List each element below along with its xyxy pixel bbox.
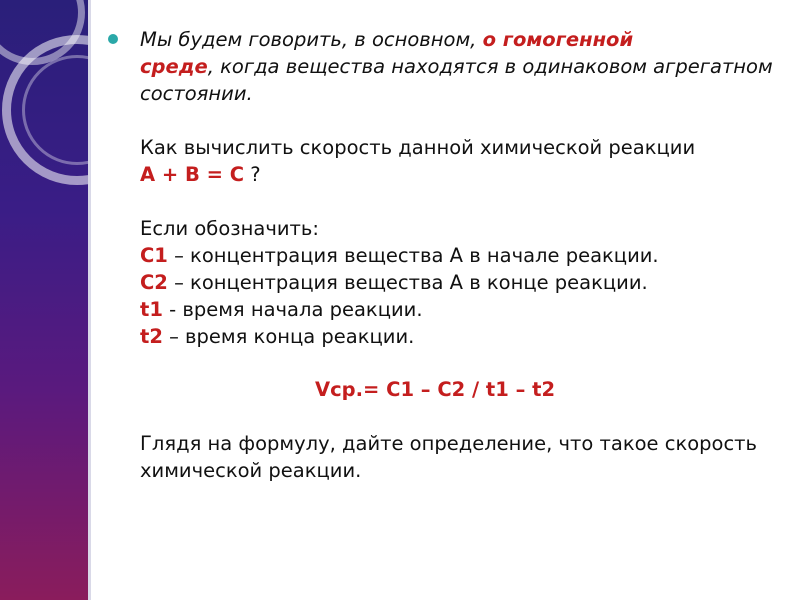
intro-highlight-2: среде <box>140 55 208 78</box>
question-text: Как вычислить скорость данной химической реакции <box>140 136 696 159</box>
decorative-side-band <box>0 0 88 600</box>
intro-text: Мы будем говорить, в основном, <box>140 28 483 51</box>
definition-text: – время конца реакции. <box>162 325 415 348</box>
definition-symbol: t1 <box>140 298 163 321</box>
intro-paragraph <box>140 26 788 107</box>
rate-formula: Vср.= C1 – C2 / t1 – t2 <box>315 378 556 401</box>
question-mark: ? <box>244 163 261 186</box>
slide-content <box>108 26 788 484</box>
definition-symbol: C1 <box>140 244 168 267</box>
definition-symbol: t2 <box>140 325 163 348</box>
definitions-lead: Если обозначить: <box>140 217 319 240</box>
intro-highlight: о гомогенной <box>482 28 634 51</box>
definition-text: – концентрация вещества А в конце реакции. <box>167 271 648 294</box>
closing-paragraph: Глядя на формулу, дайте определение, что такое скорость химической реакции. <box>140 432 758 482</box>
bullet-icon <box>108 34 118 44</box>
definition-text: – концентрация вещества А в начале реакции. <box>167 244 659 267</box>
definitions-block <box>140 215 788 350</box>
definition-text: - время начала реакции. <box>162 298 423 321</box>
intro-text-2: , когда вещества находятся в одинаковом агрегатном состоянии. <box>140 55 773 105</box>
band-divider <box>88 0 91 600</box>
reaction-equation: A + B = C <box>140 163 245 186</box>
question-paragraph <box>140 134 788 188</box>
definition-symbol: C2 <box>140 271 168 294</box>
